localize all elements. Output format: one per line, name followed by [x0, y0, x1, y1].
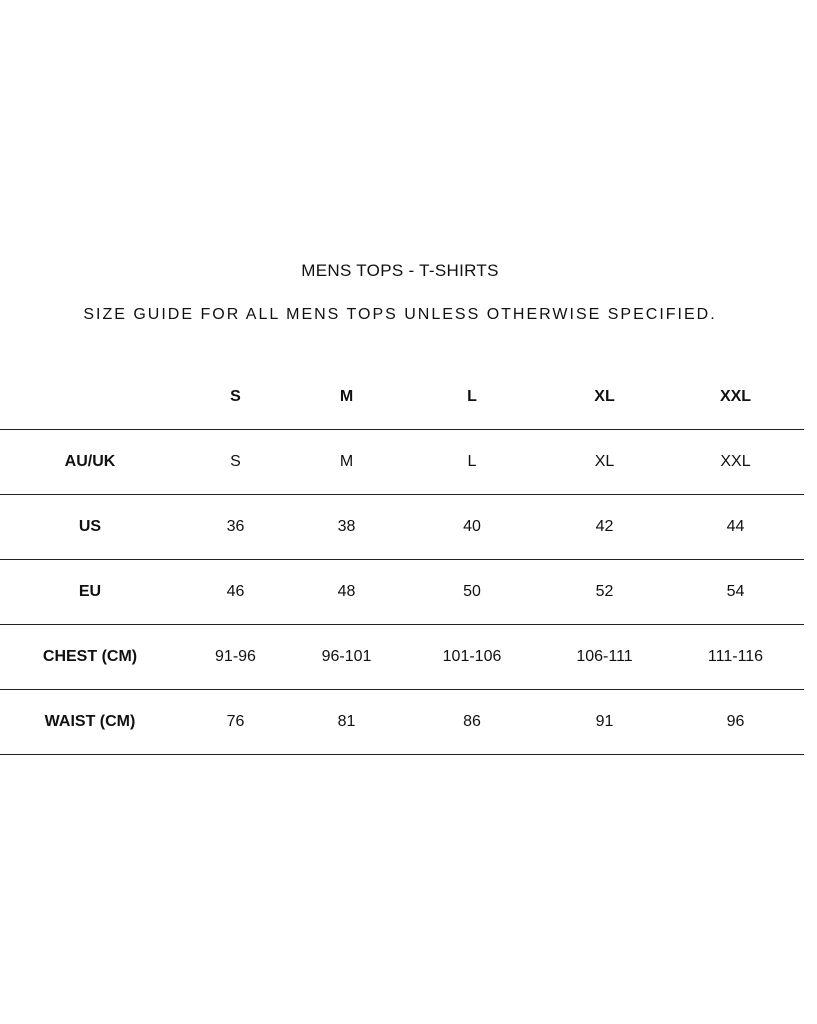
- table-cell: 91-96: [180, 625, 291, 690]
- table-cell: 52: [542, 560, 667, 625]
- column-header-s: S: [180, 365, 291, 430]
- table-header-row: [0, 365, 804, 430]
- table-cell: 40: [402, 495, 542, 560]
- table-cell: XXL: [667, 430, 804, 495]
- table-cell: 86: [402, 690, 542, 755]
- table-cell: 81: [291, 690, 402, 755]
- table-row-au-uk: [0, 430, 804, 495]
- table-cell: 46: [180, 560, 291, 625]
- size-guide-table: [0, 365, 804, 755]
- row-label: US: [0, 495, 180, 560]
- table-cell: 36: [180, 495, 291, 560]
- table-cell: L: [402, 430, 542, 495]
- table-row-chest: [0, 625, 804, 690]
- table-row-us: [0, 495, 804, 560]
- column-header-xl: XL: [542, 365, 667, 430]
- table-cell: 101-106: [402, 625, 542, 690]
- row-label: AU/UK: [0, 430, 180, 495]
- table-row-waist: [0, 690, 804, 755]
- page-subtitle: SIZE GUIDE FOR ALL MENS TOPS UNLESS OTHERWISE SPECIFIED.: [83, 306, 717, 323]
- column-header-xxl: XXL: [667, 365, 804, 430]
- table-cell: XL: [542, 430, 667, 495]
- table-cell: 96-101: [291, 625, 402, 690]
- table-cell: 50: [402, 560, 542, 625]
- table-cell: 76: [180, 690, 291, 755]
- table-cell: 48: [291, 560, 402, 625]
- table-cell: 111-116: [667, 625, 804, 690]
- table-cell: 38: [291, 495, 402, 560]
- table-cell: M: [291, 430, 402, 495]
- table-cell: 54: [667, 560, 804, 625]
- column-header-m: M: [291, 365, 402, 430]
- table-cell: 44: [667, 495, 804, 560]
- column-header-blank: [0, 365, 180, 430]
- table-cell: S: [180, 430, 291, 495]
- table-row-eu: [0, 560, 804, 625]
- page-title: MENS TOPS - T-SHIRTS: [301, 261, 499, 280]
- table-cell: 42: [542, 495, 667, 560]
- table-cell: 106-111: [542, 625, 667, 690]
- row-label: CHEST (CM): [0, 625, 180, 690]
- row-label: EU: [0, 560, 180, 625]
- table-cell: 91: [542, 690, 667, 755]
- column-header-l: L: [402, 365, 542, 430]
- row-label: WAIST (CM): [0, 690, 180, 755]
- table-cell: 96: [667, 690, 804, 755]
